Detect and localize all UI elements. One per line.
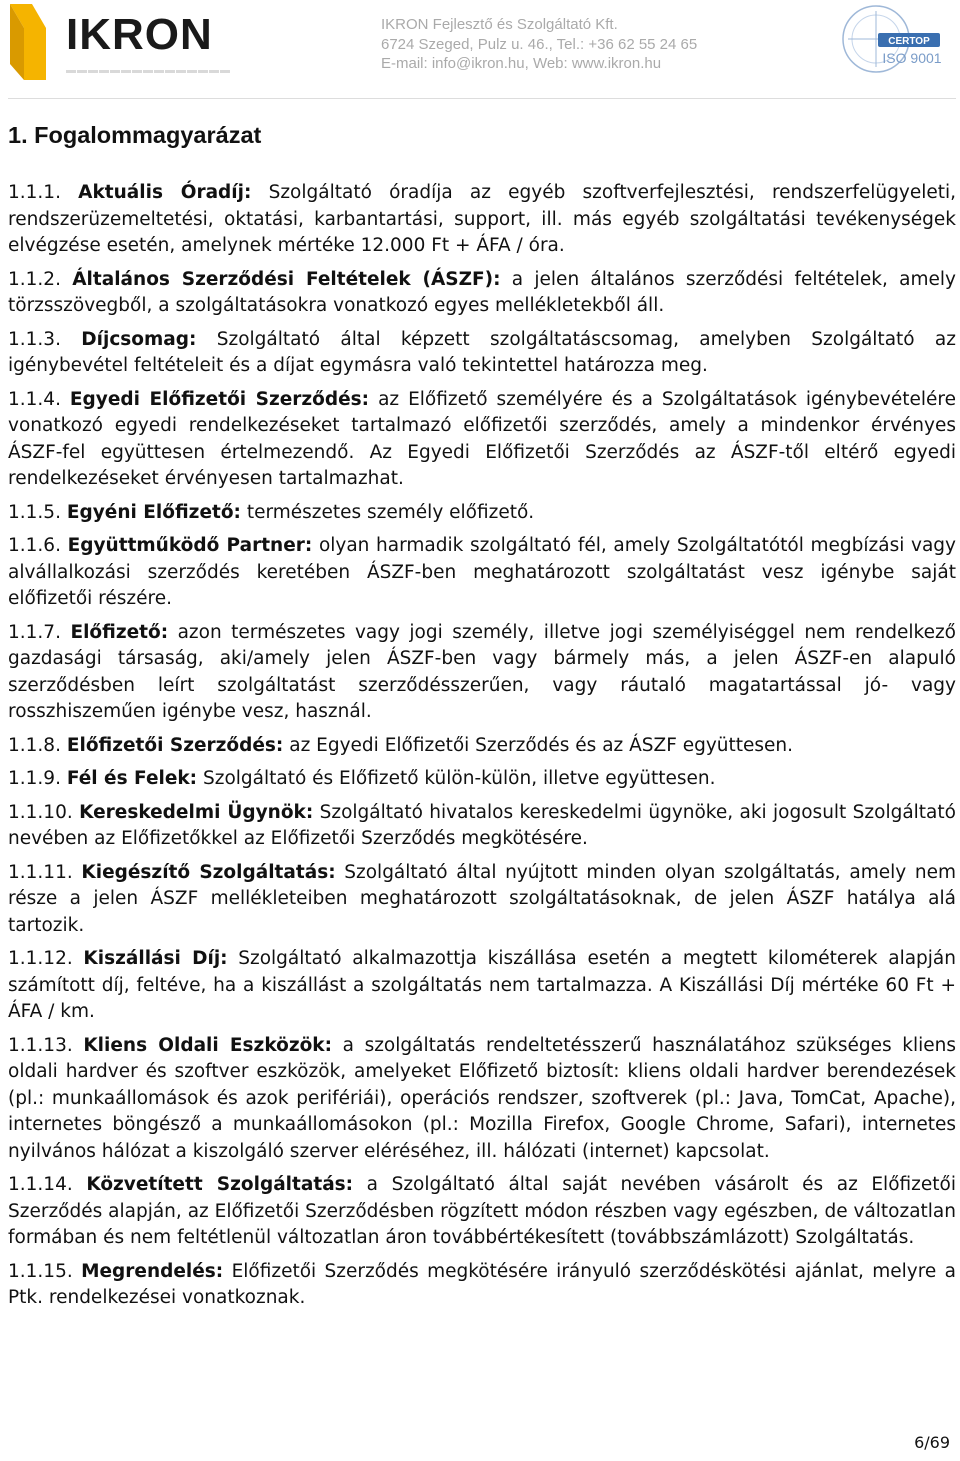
definition-term: Előfizető: <box>70 621 169 643</box>
definition-text: Szolgáltató által képzett szolgáltatáscsomag, amelyben Szolgáltató az igénybevétel feltételeit és a díjat egymásra való tekintettel határozza meg. <box>8 328 956 376</box>
definitions-list <box>8 180 956 1312</box>
definition-term: Egyéni Előfizető: <box>66 501 241 523</box>
logo-text: IKRON <box>66 10 213 59</box>
definition-item <box>8 800 956 853</box>
definition-item <box>8 327 956 380</box>
definition-text: azon természetes vagy jogi személy, illetve jogi személyiséggel nem rendelkező gazdasági társaság, aki/amely jelen ÁSZF-ben vagy bármely más, a jelen ÁSZF-en alapuló szerződésben leírt szolgáltatást szerződésszerűen, vagy ráutaló magatartással jó- vagy rosszhiszeműen igénybe vesz, használ. <box>8 621 956 722</box>
definition-item <box>8 180 956 260</box>
definition-term: Fél és Felek: <box>66 768 198 789</box>
company-name: IKRON Fejlesztő és Szolgáltató Kft. <box>381 16 618 33</box>
definition-term: Díjcsomag: <box>81 328 197 350</box>
definition-text: Szolgáltató által nyújtott minden olyan szolgáltatás, amely nem része a jelen ÁSZF mellékleteiben meghatározott szolgáltatásoknak, de jelen ÁSZF hatálya alá tartozik. <box>8 861 956 936</box>
definition-term: Közvetített Szolgáltatás: <box>86 1174 354 1195</box>
definition-term: Megrendelés: <box>81 1260 224 1282</box>
chapter-title: 1. Fogalommagyarázat <box>8 122 262 148</box>
page-number: 6/69 <box>914 1433 950 1452</box>
cert-standard: ISO 9001 <box>882 50 942 66</box>
definition-text: az Egyedi Előfizetői Szerződés és az ÁSZF együttesen. <box>289 734 794 756</box>
company-info <box>381 15 697 74</box>
definition-item <box>8 1259 956 1312</box>
definition-number: 1.1.14. <box>8 1174 73 1195</box>
definition-term: Kliens Oldali Eszközök: <box>83 1034 333 1056</box>
definition-text: Szolgáltató és Előfizető külön-külön, illetve együttesen. <box>202 768 716 789</box>
definition-term: Egyedi Előfizetői Szerződés: <box>69 388 370 410</box>
definition-term: Kiegészítő Szolgáltatás: <box>81 861 336 883</box>
definition-number: 1.1.1. <box>8 182 61 203</box>
company-address: 6724 Szeged, Pulz u. 46., Tel.: +36 62 55 24 65 <box>381 35 698 53</box>
definition-number: 1.1.12. <box>8 948 73 969</box>
definition-text: a jelen általános szerződési feltételek, amely törzsszövegből, a szolgáltatásokra vonatkozó egyes mellékletekből áll. <box>8 268 956 316</box>
definition-item <box>8 387 956 493</box>
definition-number: 1.1.11. <box>8 861 73 883</box>
logo-tagline: ▬▬▬▬▬▬▬▬▬▬▬▬▬▬▬ <box>66 65 231 76</box>
definition-text: Szolgáltató alkalmazottja kiszállása esetén a megtett kilométerek alapján számított díj, feltéve, ha a kiszállást a szolgáltatás nem tartalmazza. A Kiszállási Díj mértéke 60 Ft + ÁFA / km. <box>8 948 956 1022</box>
definition-number: 1.1.7. <box>8 621 61 643</box>
definition-item <box>8 533 956 613</box>
definition-item <box>8 946 956 1026</box>
definition-text: természetes személy előfizető. <box>246 501 535 523</box>
definition-number: 1.1.3. <box>8 328 61 350</box>
company-logo <box>6 2 246 82</box>
definition-number: 1.1.10. <box>8 801 73 823</box>
definition-number: 1.1.9. <box>8 768 61 789</box>
header-divider <box>8 98 956 99</box>
definition-item <box>8 1172 956 1252</box>
definition-text: olyan harmadik szolgáltató fél, amely Szolgáltatótól megbízási vagy alvállalkozási szerződés keretében ÁSZF-ben meghatározott szolgáltatást vesz igénybe saját előfizetői részére. <box>8 535 956 609</box>
definition-term: Általános Szerződési Feltételek (ÁSZF): <box>72 268 501 290</box>
definition-text: Előfizetői Szerződés megkötésére irányuló szerződéskötési ajánlat, melyre a Ptk. rendelkezései vonatkoznak. <box>8 1260 956 1308</box>
definition-text: Szolgáltató hivatalos kereskedelmi ügynöke, aki jogosult Szolgáltató nevében az Előfizetőkkel az Előfizetői Szerződés megkötésére. <box>8 801 956 849</box>
definition-text: a szolgáltatás rendeltetésszerű használatához szükséges kliens oldali hardver és szoftver eszközök, amelyeket Előfizető biztosít: kliens oldali hardver berendezések (pl.: munkaállomások és azok perifériái), operációs rendszer, szoftverek (pl.: Java, TomCat, Apache), internetes böngésző a munkaállomásokon (pl.: Mozilla Firefox, Google Chrome, Safari), internetes nyilvános hálózat a kiszolgáló szerver eléréséhez, ill. hálózati (internet) kapcsolat. <box>8 1034 956 1162</box>
logo-mark-icon <box>6 2 66 82</box>
cert-label: CERTOP <box>888 36 930 47</box>
certop-seal-icon <box>838 3 950 75</box>
definition-number: 1.1.2. <box>8 268 61 290</box>
definition-item <box>8 1033 956 1166</box>
definition-number: 1.1.8. <box>8 734 61 756</box>
definition-number: 1.1.13. <box>8 1034 73 1056</box>
definition-term: Együttműködő Partner: <box>67 535 313 556</box>
definition-term: Kiszállási Díj: <box>83 948 228 969</box>
definition-number: 1.1.4. <box>8 388 61 410</box>
definition-item <box>8 860 956 940</box>
definition-term: Előfizetői Szerződés: <box>66 734 284 756</box>
iso-certificate-seal <box>838 3 950 75</box>
definition-text: a Szolgáltató által saját nevében vásárolt és az Előfizetői Szerződés alapján, az Előfizetői Szerződésben rögzített módon részben vagy egészben, de változatlan formában és nem feltétlenül változatlan áron továbbértékesített (továbbszámlázott) Szolgáltatás. <box>8 1174 956 1248</box>
definition-number: 1.1.6. <box>8 535 61 556</box>
document-body <box>8 118 956 1319</box>
definition-item <box>8 500 956 527</box>
definition-item <box>8 766 956 793</box>
definition-number: 1.1.15. <box>8 1260 73 1282</box>
definition-item <box>8 733 956 760</box>
definition-item <box>8 267 956 320</box>
definition-term: Kereskedelmi Ügynök: <box>79 801 314 823</box>
definition-item <box>8 620 956 726</box>
page-header <box>0 0 960 100</box>
definition-term: Aktuális Óradíj: <box>78 182 252 203</box>
definition-text: Szolgáltató óradíja az egyéb szoftverfejlesztési, rendszerfelügyeleti, rendszerüzemeltetési, oktatási, karbantartási, support, ill. más egyéb szolgáltatási tevékenységek elvégzése esetén, amelynek mértéke 12.000 Ft + ÁFA / óra. <box>8 182 956 256</box>
definition-number: 1.1.5. <box>8 501 61 523</box>
company-contact: E-mail: info@ikron.hu, Web: www.ikron.hu <box>381 55 662 72</box>
definition-text: az Előfizető személyére és a Szolgáltatások igénybevételére vonatkozó egyedi rendelkezéseket tartalmazó előfizetői szerződés, amely a mindenkor érvényes ÁSZF-fel együttesen értelmezendő. Az Egyedi Előfizetői Szerződés az ÁSZF-től eltérő egyedi rendelkezéseket érvényesen tartalmazhat. <box>8 388 956 489</box>
